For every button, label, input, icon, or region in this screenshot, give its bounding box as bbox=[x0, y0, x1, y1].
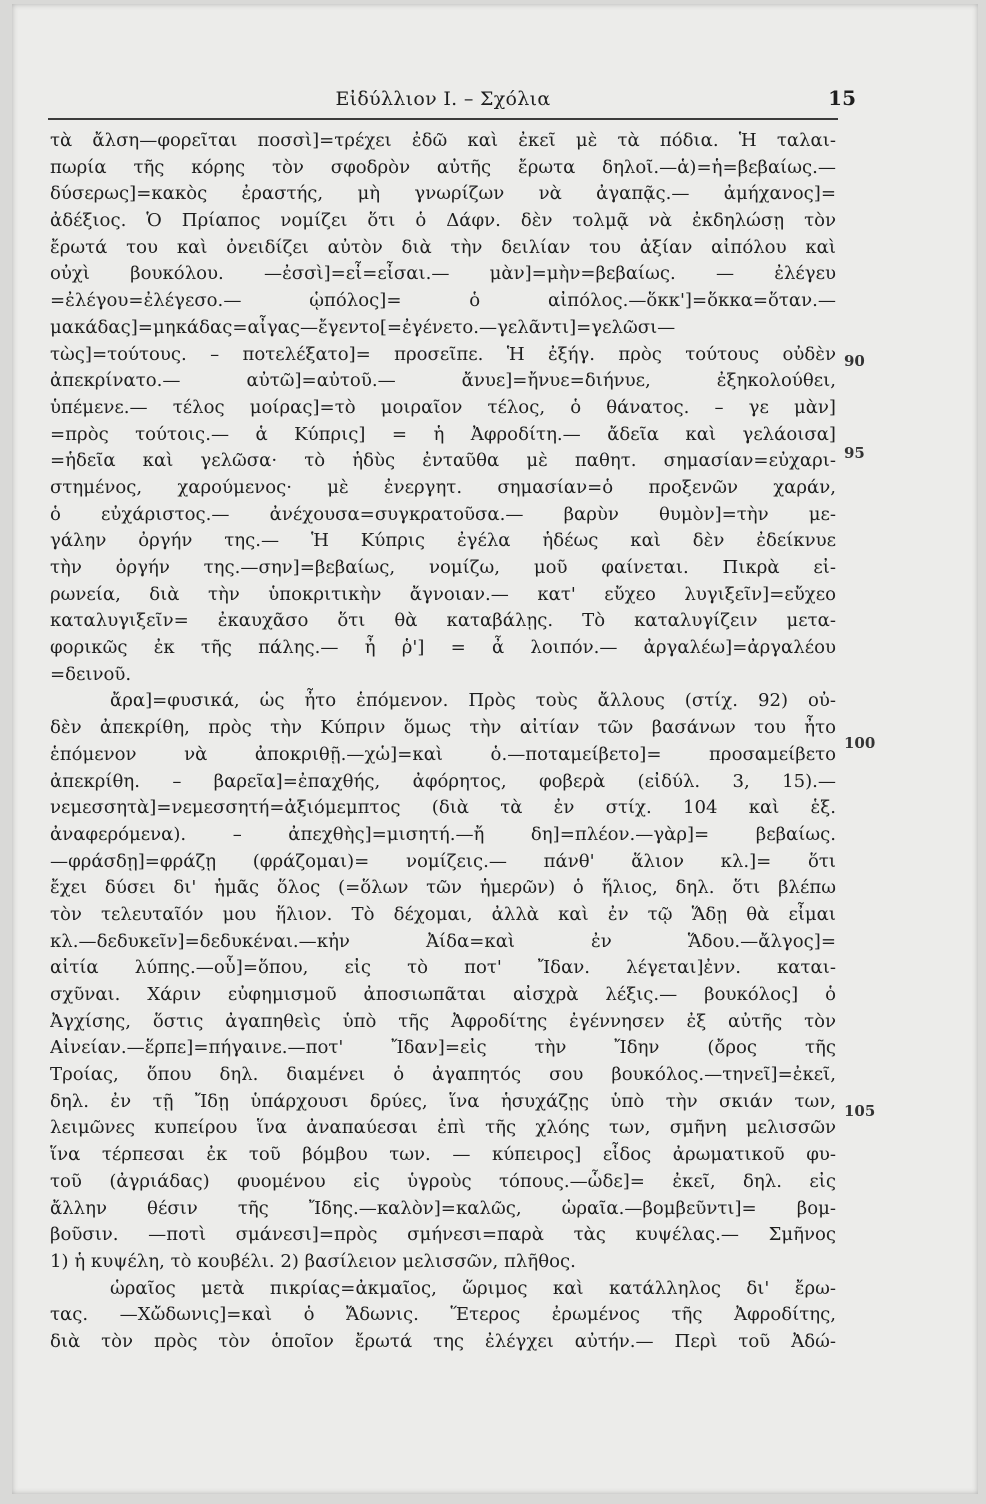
text-line: καταλυγιξεῖν= ἐκαυχᾶσο ὅτι θὰ καταβάλῃς. Τὸ καταλυγίζειν μετα- bbox=[50, 610, 836, 632]
text-line: γάλην ὀργήν της.— Ἡ Κύπρις ἐγέλα ἡδέως καὶ δὲν ἐδείκνυε bbox=[50, 530, 836, 552]
text-line: ὡραῖος μετὰ πικρίας=ἀκμαῖος, ὥριμος καὶ κατάλληλος δι' ἔρω- bbox=[110, 1277, 836, 1299]
text-line: αἰτία λύπης.—οὗ]=ὅπου, εἰς τὸ ποτ' Ἴδαν. λέγεται]ἐνν. καται- bbox=[50, 957, 836, 979]
book-page bbox=[12, 4, 978, 1494]
text-line: κλ.—δεδυκεῖν]=δεδυκέναι.—κἠν Ἀίδα=καὶ ἐν Ἅδου.—ἄλγος]= bbox=[50, 930, 836, 952]
line-number-95: 95 bbox=[844, 444, 865, 462]
page-number: 15 bbox=[828, 86, 856, 110]
text-line: ἄρα]=φυσικά, ὡς ἦτο ἑπόμενον. Πρὸς τοὺς ἄλλους (στίχ. 92) οὐ- bbox=[110, 690, 836, 712]
text-line: πωρία τῆς κόρης τὸν σφοδρὸν αὐτῆς ἔρωτα δηλοῖ.—ἁ)=ἡ=βεβαίως.— bbox=[50, 156, 836, 178]
text-line: τας. —Χὤδωνις]=καὶ ὁ Ἄδωνις. Ἕτερος ἐρωμένος τῆς Ἀφροδίτης, bbox=[50, 1304, 836, 1326]
text-line: σχῦναι. Χάριν εὐφημισμοῦ ἀποσιωπᾶται αἰσχρὰ λέξις.— βουκόλος] ὁ bbox=[50, 984, 836, 1005]
text-line: ἄλλην θέσιν τῆς Ἴδης.—καλὸν]=καλῶς, ὡραῖα.—βομβεῦντι]= βομ- bbox=[50, 1197, 836, 1219]
text-line: ἔρωτά του καὶ ὀνειδίζει αὐτὸν διὰ τὴν δειλίαν του ἀξίαν αἰπόλου καὶ bbox=[50, 236, 836, 258]
text-line: φορικῶς ἐκ τῆς πάλης.— ἦ ῥ'] = ἆ λοιπόν.— ἀργαλέω]=ἀργαλέου bbox=[50, 637, 836, 659]
text-line: τὼς]=τούτους. – ποτελέξατο]= προσεῖπε. Ἡ ἐξήγ. πρὸς τούτους οὐδὲν bbox=[50, 343, 836, 365]
running-head bbox=[48, 78, 856, 120]
text-line: μακάδας]=μηκάδας=αἶγας—ἔγεντο[=ἐγένετο.—γελᾶντι]=γελῶσι— bbox=[50, 316, 676, 338]
text-line: βοῦσιν. —ποτὶ σμάνεσι]=πρὸς σμήνεσι=παρὰ τὰς κυψέλας.— Σμῆνος bbox=[50, 1224, 836, 1246]
text-line: =ἐλέγου=ἐλέγεσο.— ᾡπόλος]= ὁ αἰπόλος.—ὅκκ']=ὅκκα=ὅταν.— bbox=[50, 290, 836, 312]
text-line: 1) ἡ κυψέλη, τὸ κουβέλι. 2) βασίλειον μελισσῶν, πλῆθος. bbox=[50, 1250, 576, 1272]
text-line: δύσερως]=κακὸς ἐραστής, μὴ γνωρίζων νὰ ἀγαπᾷς.— ἀμήχανος]= bbox=[50, 183, 836, 205]
text-line: τὸν τελευταῖόν μου ἥλιον. Τὸ δέχομαι, ἀλλὰ καὶ ἐν τῷ Ἅδῃ θὰ εἶμαι bbox=[50, 903, 836, 925]
text-line: οὐχὶ βουκόλου. —ἐσσὶ]=εἶ=εἶσαι.— μὰν]=μὴν=βεβαίως. — ἐλέγευ bbox=[50, 263, 836, 285]
text-line: Αἰνείαν.—ἕρπε]=πήγαινε.—ποτ' Ἴδαν]=εἰς τὴν Ἴδην (ὄρος τῆς bbox=[50, 1037, 836, 1059]
text-line: =ἡδεῖα καὶ γελῶσα· τὸ ἡδὺς ἐνταῦθα μὲ παθητ. σημασίαν=εὐχαρι- bbox=[50, 450, 836, 472]
text-line: στημένος, χαρούμενος· μὲ ἐνεργητ. σημασίαν=ὁ προξενῶν χαράν, bbox=[50, 476, 836, 498]
text-line: τὴν ὀργήν της.—σην]=βεβαίως, νομίζω, μοῦ φαίνεται. Πικρὰ εἰ- bbox=[50, 557, 836, 578]
text-line: ἑπόμενον νὰ ἀποκριθῇ.—χὡ]=καὶ ὁ.—ποταμείβετο]= προσαμείβετο bbox=[50, 743, 836, 765]
text-line: δὲν ἀπεκρίθη, πρὸς τὴν Κύπριν ὅμως τὴν αἰτίαν τῶν βασάνων του ἦτο bbox=[50, 717, 836, 739]
commentary-text bbox=[50, 128, 836, 1356]
text-line: διὰ τὸν πρὸς τὸν ὁποῖον ἔρωτά της ἐλέγχει αὐτήν.— Περὶ τοῦ Ἀδώ- bbox=[50, 1330, 836, 1352]
text-line: ἀπεκρίνατο.— αὐτῶ]=αὐτοῦ.— ἄνυε]=ἤνυε=διήνυε, ἐξηκολούθει, bbox=[50, 370, 836, 392]
text-line: ἔχει δύσει δι' ἡμᾶς ὅλος (=ὅλων τῶν ἡμερῶν) ὁ ἥλιος, δηλ. ὅτι βλέπω bbox=[50, 877, 836, 899]
text-line: Ἀγχίσης, ὅστις ἀγαπηθεὶς ὑπὸ τῆς Ἀφροδίτης ἐγέννησεν ἐξ αὐτῆς τὸν bbox=[50, 1010, 836, 1032]
text-line: τοῦ (ἀγριάδας) φυομένου εἰς ὑγροὺς τόπους.—ὧδε]= ἐκεῖ, δηλ. εἰς bbox=[50, 1170, 836, 1192]
line-number-90: 90 bbox=[844, 352, 865, 370]
text-line: ὁ εὐχάριστος.— ἀνέχουσα=συγκρατοῦσα.— βαρὺν θυμὸν]=τὴν με- bbox=[50, 503, 836, 525]
text-line: ὑπέμενε.— τέλος μοίρας]=τὸ μοιραῖον τέλος, ὁ θάνατος. – γε μὰν] bbox=[50, 396, 836, 418]
text-line: =πρὸς τούτοις.— ἁ Κύπρις] = ἡ Ἀφροδίτη.— ἄδεῖα καὶ γελάοισα] bbox=[50, 423, 836, 445]
line-number-100: 100 bbox=[844, 734, 876, 752]
text-line: Τροίας, ὅπου δηλ. διαμένει ὁ ἀγαπητός σου βουκόλος.—τηνεῖ]=ἐκεῖ, bbox=[50, 1064, 836, 1086]
text-line: —φράσδῃ]=φράζῃ (φράζομαι)= νομίζεις.— πάνθ' ἅλιον κλ.]= ὅτι bbox=[50, 850, 836, 872]
text-line: =δεινοῦ. bbox=[50, 663, 132, 685]
line-number-105: 105 bbox=[844, 1102, 876, 1120]
text-line: ἀπεκρίθη. – βαρεῖα]=ἐπαχθής, ἀφόρητος, φοβερὰ (εἰδύλ. 3, 15).— bbox=[50, 770, 836, 792]
text-line: τὰ ἄλση—φορεῖται ποσσὶ]=τρέχει ἐδῶ καὶ ἐκεῖ μὲ τὰ πόδια. Ἡ ταλαι- bbox=[50, 130, 836, 151]
text-line: ρωνεία, διὰ τὴν ὑποκριτικὴν ἄγνοιαν.— κατ' εὔχεο λυγιξεῖν]=εὔχεο bbox=[50, 583, 836, 605]
page-header-title: Εἰδύλλιον Ι. – Σχόλια bbox=[335, 88, 551, 110]
text-line: λειμῶνες κυπείρου ἵνα ἀναπαύεσαι ἐπὶ τῆς χλόης των, σμῆνη μελισσῶν bbox=[50, 1117, 836, 1139]
text-line: ἀναφερόμενα). – ἀπεχθὴς]=μισητή.—ἤ δη]=πλέον.—γὰρ]= βεβαίως. bbox=[50, 823, 836, 845]
text-line: δηλ. ἐν τῇ Ἴδῃ ὑπάρχουσι δρύες, ἵνα ἡσυχάζῃς ὑπὸ τὴν σκιάν των, bbox=[50, 1090, 836, 1112]
text-line: νεμεσσητὰ]=νεμεσσητή=ἀξιόμεμπτος (διὰ τὰ ἐν στίχ. 104 καὶ ἑξ. bbox=[50, 797, 836, 819]
text-line: ἵνα τέρπεσαι ἐκ τοῦ βόμβου των. — κύπειρος] εἶδος ἀρωματικοῦ φυ- bbox=[50, 1144, 836, 1166]
text-line: ἀδέξιος. Ὁ Πρίαπος νομίζει ὅτι ὁ Δάφν. δὲν τολμᾷ νὰ ἐκδηλώσῃ τὸν bbox=[50, 210, 836, 232]
